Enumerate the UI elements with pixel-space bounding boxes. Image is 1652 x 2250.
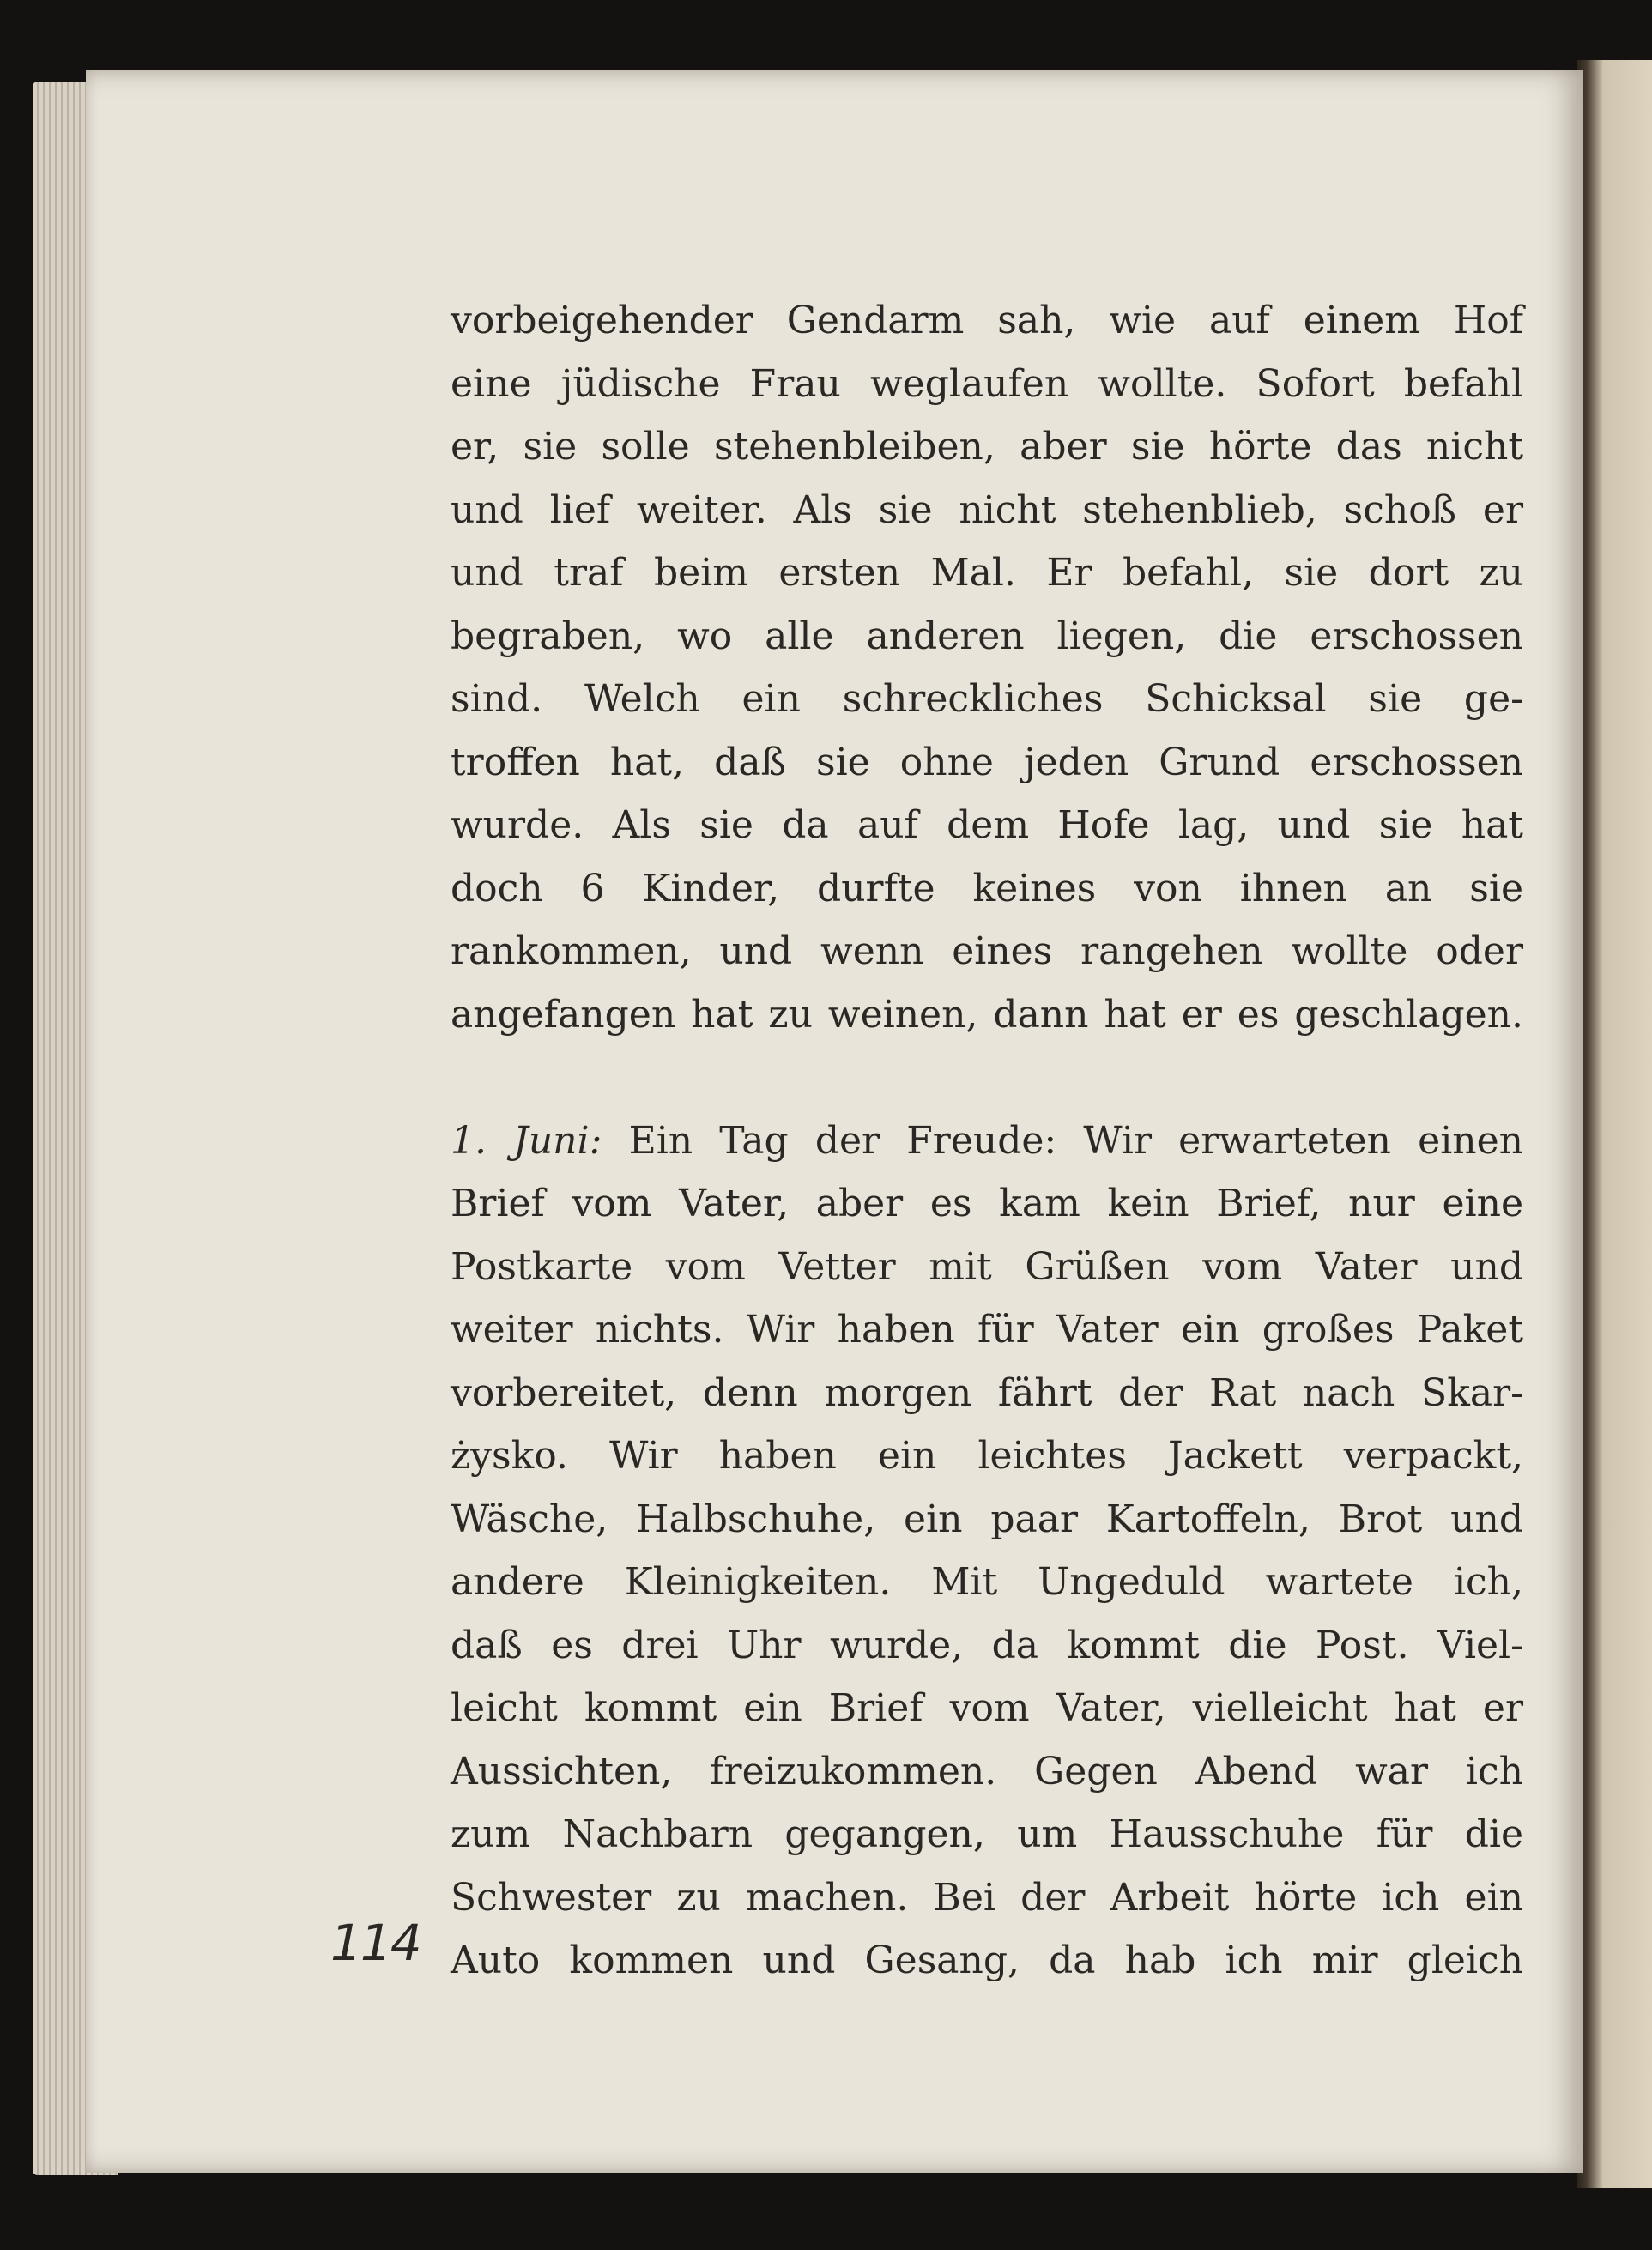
text-line: weiter nichts. Wir haben für Vater ein großes Paket bbox=[451, 1308, 1523, 1352]
text-line: andere Kleinigkeiten. Mit Ungeduld wartete ich, bbox=[451, 1560, 1523, 1604]
text-line: Wäsche, Halbschuhe, ein paar Kartoffeln, Brot und bbox=[451, 1497, 1523, 1541]
text-line: Schwester zu machen. Bei der Arbeit hörte ich ein bbox=[451, 1875, 1523, 1920]
entry-date: 1. Juni: bbox=[451, 1118, 602, 1163]
book-page bbox=[86, 70, 1583, 2173]
text-line: Aussichten, freizukommen. Gegen Abend war ich bbox=[451, 1749, 1523, 1793]
text-line: er, sie solle stehenbleiben, aber sie hörte das nicht bbox=[451, 425, 1523, 469]
text-line: vorbereitet, denn morgen fährt der Rat nach Skar- bbox=[451, 1370, 1523, 1415]
text-line: eine jüdische Frau weglaufen wollte. Sofort befahl bbox=[451, 361, 1523, 406]
text-line: rankommen, und wenn eines rangehen wollte oder bbox=[451, 929, 1523, 973]
text-line: Auto kommen und Gesang, da hab ich mir gleich bbox=[451, 1939, 1523, 1982]
text-line: angefangen hat zu weinen, dann hat er es geschlagen. bbox=[451, 992, 1523, 1037]
text-line: zum Nachbarn gegangen, um Hausschuhe für die bbox=[451, 1812, 1523, 1856]
text-line: begraben, wo alle anderen liegen, die erschossen bbox=[451, 614, 1523, 658]
text-line: vorbeigehender Gendarm sah, wie auf einem Hof bbox=[451, 299, 1523, 342]
page-number: 114 bbox=[330, 1914, 421, 1972]
text-line: leicht kommt ein Brief vom Vater, vielleicht hat er bbox=[451, 1686, 1523, 1730]
text-line: und lief weiter. Als sie nicht stehenblieb, schoß er bbox=[451, 487, 1523, 532]
text-line: sind. Welch ein schreckliches Schicksal sie ge- bbox=[451, 677, 1523, 721]
text-line: Postkarte vom Vetter mit Grüßen vom Vater und bbox=[451, 1244, 1523, 1289]
text-line: wurde. Als sie da auf dem Hofe lag, und sie hat bbox=[451, 803, 1523, 847]
text-line: und traf beim ersten Mal. Er befahl, sie dort zu bbox=[451, 551, 1523, 595]
entry-first-line bbox=[451, 1110, 1523, 1173]
text-line: żysko. Wir haben ein leichtes Jackett verpackt, bbox=[451, 1434, 1523, 1478]
text-line: doch 6 Kinder, durfte keines von ihnen an sie bbox=[451, 866, 1523, 910]
facing-page-edge bbox=[1577, 60, 1652, 2188]
text-line: Brief vom Vater, aber es kam kein Brief, nur eine bbox=[451, 1182, 1523, 1225]
text-line: troffen hat, daß sie ohne jeden Grund erschossen bbox=[451, 740, 1523, 784]
text-line: daß es drei Uhr wurde, da kommt die Post. Viel- bbox=[451, 1623, 1523, 1667]
paragraph-gap bbox=[451, 1046, 1523, 1110]
body-text bbox=[451, 289, 1523, 1993]
entry-first-line-text: Ein Tag der Freude: Wir erwarteten einen bbox=[602, 1118, 1523, 1163]
